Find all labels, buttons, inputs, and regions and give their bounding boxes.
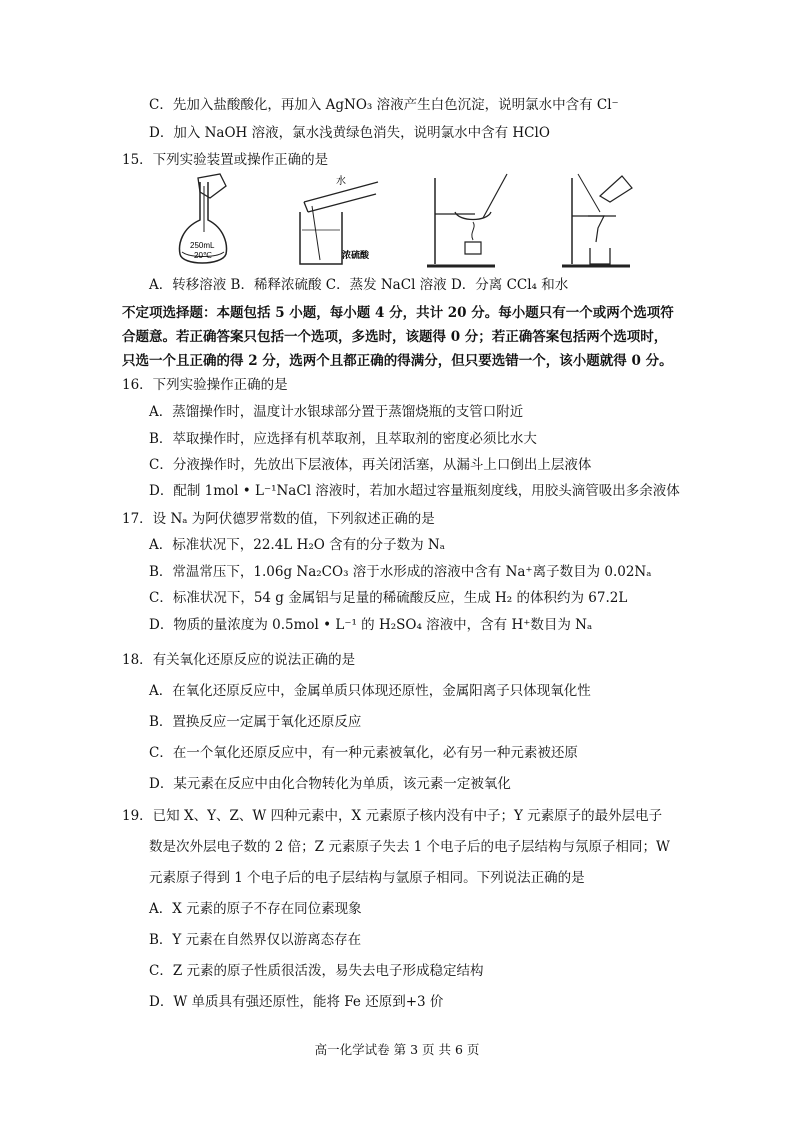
q18-option-c: C．在一个氧化还原反应中，有一种元素被氧化，必有另一种元素被还原 (149, 745, 578, 761)
section-line-1: 不定项选择题：本题包括 5 小题，每小题 4 分，共计 20 分。每小题只有一个或两个选项符 (122, 305, 674, 321)
dilution-figure (290, 172, 385, 272)
q16-option-d: D．配制 1mol • L⁻¹NaCl 溶液时，若加水超过容量瓶刻度线，用胶头滴管吸出多余液体 (149, 483, 680, 499)
flask-volume-label: 250mL (190, 241, 215, 250)
q16-option-c: C．分液操作时，先放出下层液体，再关闭活塞，从漏斗上口倒出上层液体 (149, 457, 592, 473)
prev-option-c: C．先加入盐酸酸化，再加入 AgNO₃ 溶液产生白色沉淀，说明氯水中含有 Cl⁻ (149, 97, 619, 113)
q15-stem: 15．下列实验装置或操作正确的是 (122, 152, 329, 168)
q17-option-b: B．常温常压下，1.06g Na₂CO₃ 溶于水形成的溶液中含有 Na⁺离子数目为 0.02Nₐ (149, 564, 652, 580)
q16-option-a: A．蒸馏操作时，温度计水银球部分置于蒸馏烧瓶的支管口附近 (149, 404, 524, 420)
water-label: 水 (336, 176, 346, 187)
page-footer: 高一化学试卷 第 3 页 共 6 页 (314, 1042, 480, 1057)
q17-stem: 17．设 Nₐ 为阿伏德罗常数的值，下列叙述正确的是 (122, 511, 435, 527)
q19-option-c: C．Z 元素的原子性质很活泼，易失去电子形成稳定结构 (149, 963, 484, 979)
evaporation-figure (425, 172, 515, 272)
q16-stem: 16．下列实验操作正确的是 (122, 377, 288, 393)
volumetric-flask-figure (170, 172, 240, 272)
q15-options: A．转移溶液 B．稀释浓硫酸 C．蒸发 NaCl 溶液 D．分离 CCl₄ 和水 (149, 277, 569, 293)
q18-option-b: B．置换反应一定属于氧化还原反应 (149, 714, 362, 730)
acid-label: 浓硫酸 (342, 251, 370, 261)
q19-stem-line-3: 元素原子得到 1 个电子后的电子层结构与氩原子相同。下列说法正确的是 (149, 870, 585, 886)
q19-option-a: A．X 元素的原子不存在同位素现象 (149, 901, 362, 917)
q19-option-b: B．Y 元素在自然界仅以游离态存在 (149, 932, 362, 948)
separation-figure (560, 172, 640, 272)
flask-temp-label: 20℃ (194, 251, 212, 260)
q16-option-b: B．萃取操作时，应选择有机萃取剂，且萃取剂的密度必须比水大 (149, 431, 537, 447)
q19-stem-line-1: 19．已知 X、Y、Z、W 四种元素中，X 元素原子核内没有中子；Y 元素原子的最外层电子 (122, 808, 663, 824)
section-line-3: 只选一个且正确的得 2 分，选两个且都正确的得满分，但只要选错一个，该小题就得 0 分。 (122, 353, 673, 369)
q19-option-d: D．W 单质具有强还原性，能将 Fe 还原到+3 价 (149, 994, 444, 1010)
q18-option-d: D．某元素在反应中由化合物转化为单质，该元素一定被氧化 (149, 776, 511, 792)
q17-option-a: A．标准状况下，22.4L H₂O 含有的分子数为 Nₐ (149, 537, 445, 553)
section-line-2: 合题意。若正确答案只包括一个选项，多选时，该题得 0 分；若正确答案包括两个选项时， (122, 329, 668, 345)
q17-option-c: C．标准状况下，54 g 金属铝与足量的稀硫酸反应，生成 H₂ 的体积约为 67.2L (149, 590, 628, 606)
q18-option-a: A．在氧化还原反应中，金属单质只体现还原性，金属阳离子只体现氧化性 (149, 683, 591, 699)
q18-stem: 18．有关氧化还原反应的说法正确的是 (122, 652, 356, 668)
q15-apparatus-figures (170, 172, 640, 272)
q17-option-d: D．物质的量浓度为 0.5mol • L⁻¹ 的 H₂SO₄ 溶液中，含有 H⁺数目为 Nₐ (149, 617, 593, 633)
prev-option-d: D．加入 NaOH 溶液，氯水浅黄绿色消失，说明氯水中含有 HClO (149, 125, 550, 141)
q19-stem-line-2: 数是次外层电子数的 2 倍；Z 元素原子失去 1 个电子后的电子层结构与氖原子相同；W (149, 839, 670, 855)
